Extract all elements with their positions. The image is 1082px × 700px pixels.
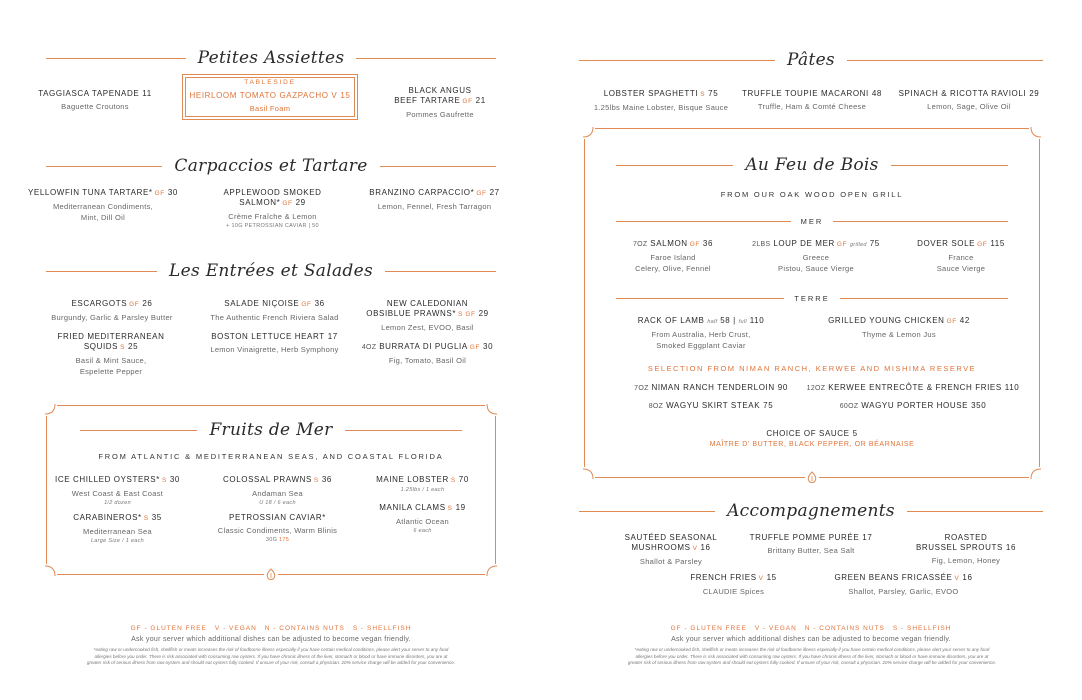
menu-item: BLACK ANGUS BEEF TARTARE GF 21 Pommes Gaufrette	[394, 86, 486, 119]
corner-ornament-icon	[45, 564, 57, 576]
corner-ornament-icon	[485, 404, 497, 416]
allergy-disclaimer: *eating raw or undercooked fish, shellfish or meats increases the risk of foodborne illness especially if you have certain medical conditions, please alert your server to any food allergies before you order. There is risk associated with consuming raw oysters. If you have chronic illness of the liver, stomach or blood or have immune disorders, you are at greater risk of serious illness from raw oysters and should eat oysters fully cooked. If unsure of your risk, consult a physician. 20% service charge will be added for your convenience.	[627, 647, 997, 665]
menu-item: DOVER SOLE GF 115 France Sauce Vierge	[917, 239, 1005, 273]
menu-item: RACK OF LAMB half 58 | full 110 From Australia, Herb Crust, Smoked Eggplant Caviar	[637, 316, 765, 350]
section-header-accomp	[579, 501, 1043, 521]
section-title: Fruits de Mer	[209, 420, 333, 440]
section-title: Accompagnements	[727, 501, 895, 521]
corner-ornament-icon	[45, 404, 57, 416]
menu-item: 12OZ KERWEE ENTRECÔTE & FRENCH FRIES 110	[806, 383, 1020, 392]
section-title: Carpaccios et Tartare	[174, 156, 368, 176]
menu-item: 7OZ NIMAN RANCH TENDERLOIN 90	[634, 383, 788, 392]
menu-item: 60OZ WAGYU PORTER HOUSE 350	[839, 401, 987, 410]
section-header-petites	[46, 48, 496, 68]
menu-item: COLOSSAL PRAWNS S 36 Andaman Sea U 18 / 6 each	[223, 475, 332, 506]
dietary-legend: GF - GLUTEN FREE V - VEGAN N - CONTAINS NUTS S - SHELLFISH	[670, 625, 952, 632]
menu-item: MANILA CLAMS S 19 Atlantic Ocean 6 each	[379, 503, 466, 534]
pear-logo-icon	[264, 567, 278, 581]
section-header-pates	[579, 50, 1043, 70]
menu-item: APPLEWOOD SMOKED SALMON* GF 29 Crème Fraîche & Lemon + 10G PETROSSIAN CAVIAR | 50	[223, 188, 322, 229]
section-title: Au Feu de Bois	[745, 155, 879, 175]
menu-item: YELLOWFIN TUNA TARTARE* GF 30 Mediterranean Condiments, Mint, Dill Oil	[28, 188, 178, 222]
sauce-choice: CHOICE OF SAUCE 5 MAÎTRE D' BUTTER, BLACK PEPPER, OR BÉARNAISE	[709, 429, 915, 448]
vegan-note: Ask your server which additional dishes can be adjusted to become vegan friendly.	[131, 636, 411, 643]
subsection-terre: TERRE	[616, 293, 1008, 303]
menu-item: HEIRLOOM TOMATO GAZPACHO V 15 Basil Foam	[189, 91, 351, 113]
menu-item: FRIED MEDITERRANEAN SQUIDS S 25 Basil & Mint Sauce, Espelette Pepper	[57, 332, 165, 376]
section-header-carpaccios	[46, 156, 496, 176]
menu-item: FRENCH FRIES V 15 CLAUDIE Spices	[690, 573, 777, 596]
menu-item: GREEN BEANS FRICASSÉE V 16 Shallot, Parsley, Garlic, EVOO	[834, 573, 973, 596]
menu-item: GRILLED YOUNG CHICKEN GF 42 Thyme & Lemon Jus	[828, 316, 970, 339]
menu-item: ESCARGOTS GF 26 Burgundy, Garlic & Parsley Butter	[51, 299, 173, 322]
menu-item: LOBSTER SPAGHETTI S 75 1.25lbs Maine Lobster, Bisque Sauce	[593, 89, 729, 112]
menu-item: ICE CHILLED OYSTERS* S 30 West Coast & East Coast 1/2 dozen	[55, 475, 180, 506]
corner-ornament-icon	[485, 564, 497, 576]
menu-item: 7OZ SALMON GF 36 Faroe Island Celery, Olive, Fennel	[632, 239, 714, 273]
menu-item: TRUFFLE POMME PURÉE 17 Brittany Butter, Sea Salt	[749, 533, 873, 555]
corner-ornament-icon	[583, 467, 595, 479]
allergy-disclaimer: *eating raw or undercooked fish, shellfish or meats increases the risk of foodborne illness especially if you have certain medical conditions, please alert your server to any food allergies before you order. There is risk associated with consuming raw oysters. If you have chronic illness of the liver, stomach or blood or have immune disorders, you are at greater risk of serious illness from raw oysters and should eat oysters fully cooked. If unsure of your risk, consult a physician. 20% service charge will be added for your convenience.	[86, 647, 456, 665]
section-title: Les Entrées et Salades	[169, 261, 373, 281]
vegan-note: Ask your server which additional dishes can be adjusted to become vegan friendly.	[671, 636, 951, 643]
right-menu-page	[541, 0, 1082, 700]
menu-item: 8OZ WAGYU SKIRT STEAK 75	[648, 401, 774, 410]
section-title: Pâtes	[787, 50, 835, 70]
dietary-legend: GF - GLUTEN FREE V - VEGAN N - CONTAINS NUTS S - SHELLFISH	[130, 625, 412, 632]
menu-item: BRANZINO CARPACCIO* GF 27 Lemon, Fennel, Fresh Tarragon	[369, 188, 500, 211]
subsection-mer: MER	[616, 216, 1008, 226]
section-tagline: FROM ATLANTIC & MEDITERRANEAN SEAS, AND COASTAL FLORIDA	[98, 452, 444, 461]
menu-item: SALADE NIÇOISE GF 36 The Authentic French Riviera Salad	[210, 299, 339, 322]
tableside-feature-box	[182, 74, 358, 120]
section-tagline: FROM OUR OAK WOOD OPEN GRILL	[720, 190, 904, 199]
section-header-fruits	[80, 420, 462, 440]
menu-item: 2LBS LOUP DE MER GF grilled 75 Greece Pistou, Sauce Vierge	[752, 239, 880, 273]
section-header-feu	[616, 155, 1008, 175]
menu-item: CARABINEROS* S 35 Mediterranean Sea Large Size / 1 each	[73, 513, 162, 544]
menu-item: 4OZ BURRATA DI PUGLIA GF 30 Fig, Tomato, Basil Oil	[361, 342, 494, 365]
section-header-entrees	[46, 261, 496, 281]
menu-item: BOSTON LETTUCE HEART 17 Lemon Vinaigrette, Herb Symphony	[210, 332, 339, 354]
menu-item: ROASTED BRUSSEL SPROUTS 16 Fig, Lemon, Honey	[915, 533, 1017, 565]
pear-logo-icon	[805, 470, 819, 484]
au-feu-de-bois-box	[584, 128, 1040, 478]
section-title: Petites Assiettes	[197, 48, 345, 68]
corner-ornament-icon	[1029, 467, 1041, 479]
menu-item: TAGGIASCA TAPENADE 11 Baguette Croutons	[38, 89, 152, 111]
menu-item: NEW CALEDONIAN OBSIBLUE PRAWNS* S GF 29 Lemon Zest, EVOO, Basil	[366, 299, 489, 332]
corner-ornament-icon	[1029, 127, 1041, 139]
tableside-label: TABLESIDE	[244, 79, 296, 86]
selection-title: SELECTION FROM NIMAN RANCH, KERWEE AND MISHIMA RESERVE	[647, 364, 977, 373]
menu-item: SAUTÉED SEASONAL MUSHROOMS V 16 Shallot & Parsley	[624, 533, 718, 566]
menu-item: PETROSSIAN CAVIAR* Classic Condiments, Warm Blinis 30G 175	[217, 513, 338, 543]
corner-ornament-icon	[583, 127, 595, 139]
menu-item: SPINACH & RICOTTA RAVIOLI 29 Lemon, Sage, Olive Oil	[898, 89, 1040, 111]
menu-item: MAINE LOBSTER S 70 1.25lbs / 1 each	[376, 475, 469, 493]
menu-item: TRUFFLE TOUPIE MACARONI 48 Truffle, Ham & Comté Cheese	[742, 89, 882, 111]
